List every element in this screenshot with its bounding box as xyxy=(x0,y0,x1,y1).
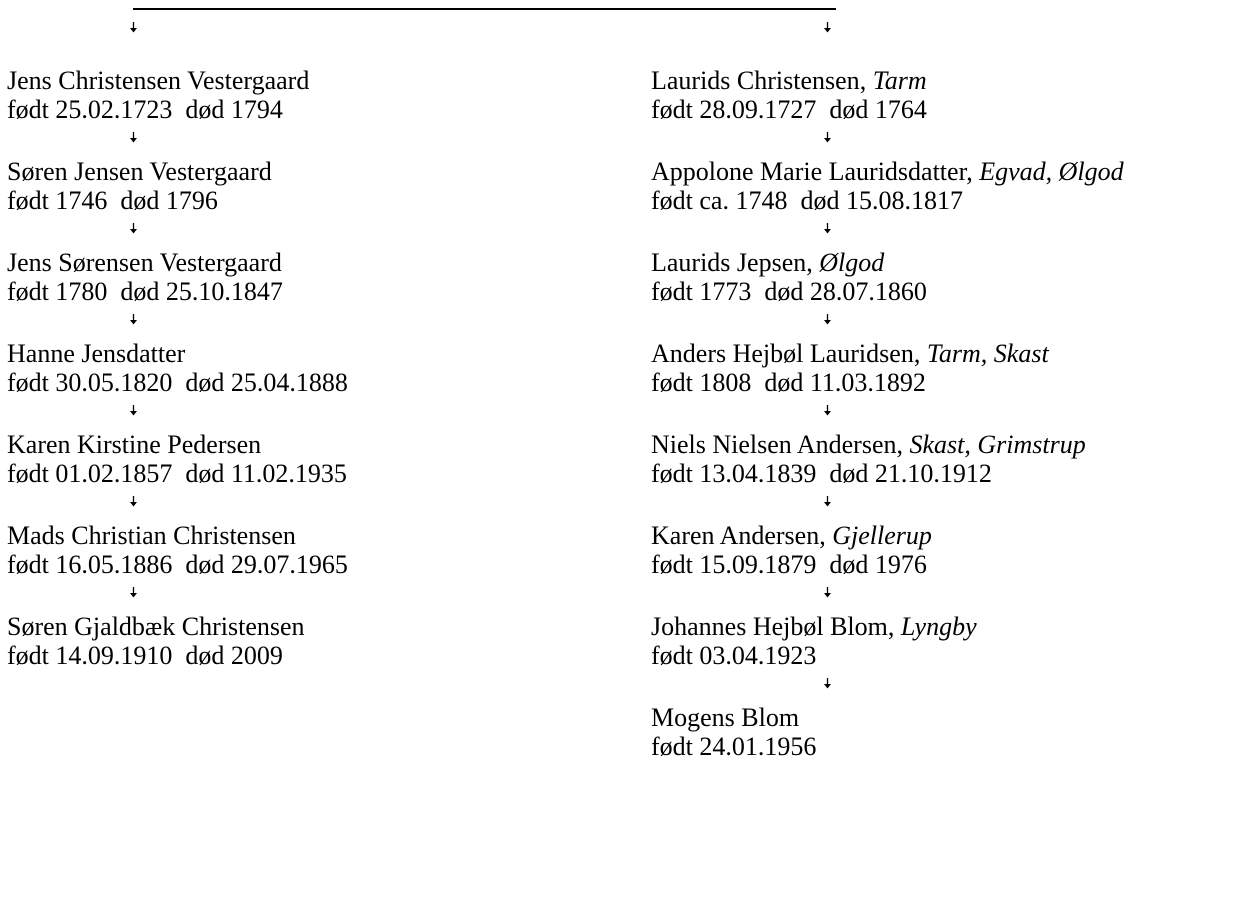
person-place: Ølgod xyxy=(819,248,885,277)
person-dates: født 24.01.1956 xyxy=(651,732,817,761)
person-entry xyxy=(7,248,348,339)
person-name: Laurids Christensen xyxy=(651,66,860,95)
person-name: Jens Sørensen Vestergaard xyxy=(7,248,282,277)
person-entry xyxy=(7,157,348,248)
person-name-line xyxy=(651,703,1124,732)
person-name: Søren Gjaldbæk Christensen xyxy=(7,612,305,641)
arrow-down-icon xyxy=(823,403,832,414)
arrow-down-icon xyxy=(823,22,832,33)
person-dates: født 1780 død 25.10.1847 xyxy=(7,277,283,306)
arrow-down-icon xyxy=(129,22,138,33)
person-entry xyxy=(651,66,1124,157)
place-separator: , xyxy=(913,339,927,368)
person-place: Tarm xyxy=(872,66,927,95)
place-separator: , xyxy=(896,430,910,459)
person-dates: født 16.05.1886 død 29.07.1965 xyxy=(7,550,348,579)
person-name-line xyxy=(651,339,1124,368)
arrow-down-icon xyxy=(129,585,138,596)
person-dates: født 13.04.1839 død 21.10.1912 xyxy=(651,459,992,488)
person-name: Mogens Blom xyxy=(651,703,800,732)
person-entry xyxy=(651,339,1124,430)
arrow-down-icon xyxy=(129,403,138,414)
person-entry xyxy=(651,703,1124,794)
place-separator: , xyxy=(966,157,980,186)
person-place: Gjellerup xyxy=(832,521,932,550)
place-separator: , xyxy=(859,66,873,95)
person-entry xyxy=(7,612,348,703)
arrow-down-icon xyxy=(129,494,138,505)
arrow-down-icon xyxy=(129,221,138,232)
person-name: Karen Andersen xyxy=(651,521,820,550)
person-name-line xyxy=(7,430,348,459)
person-name: Søren Jensen Vestergaard xyxy=(7,157,272,186)
person-dates: født 1808 død 11.03.1892 xyxy=(651,368,926,397)
person-dates: født 14.09.1910 død 2009 xyxy=(7,641,283,670)
person-name: Johannes Hejbøl Blom xyxy=(651,612,888,641)
person-place: Tarm, Skast xyxy=(926,339,1049,368)
person-name-line xyxy=(651,157,1124,186)
arrow-down-icon xyxy=(129,312,138,323)
person-name-line xyxy=(651,248,1124,277)
person-place: Egvad, Ølgod xyxy=(979,157,1124,186)
place-separator: , xyxy=(806,248,820,277)
person-entry xyxy=(7,521,348,612)
person-name-line xyxy=(7,157,348,186)
arrow-down-icon xyxy=(823,221,832,232)
person-entry xyxy=(7,339,348,430)
person-name-line xyxy=(651,612,1124,641)
person-dates: født ca. 1748 død 15.08.1817 xyxy=(651,186,963,215)
person-entry xyxy=(651,430,1124,521)
person-dates: født 1746 død 1796 xyxy=(7,186,218,215)
person-name-line xyxy=(651,521,1124,550)
person-entry xyxy=(651,157,1124,248)
arrow-down-icon xyxy=(823,585,832,596)
person-name: Laurids Jepsen xyxy=(651,248,807,277)
person-name-line xyxy=(7,248,348,277)
arrow-down-icon xyxy=(823,676,832,687)
person-name: Hanne Jensdatter xyxy=(7,339,186,368)
person-name-line xyxy=(7,612,348,641)
family-tree-connector-line xyxy=(133,8,836,10)
right-lineage-column xyxy=(651,66,1124,794)
person-name-line xyxy=(7,66,348,95)
person-entry xyxy=(7,66,348,157)
place-separator: , xyxy=(819,521,833,550)
person-name: Karen Kirstine Pedersen xyxy=(7,430,262,459)
person-entry xyxy=(651,612,1124,703)
person-entry xyxy=(651,521,1124,612)
person-dates: født 1773 død 28.07.1860 xyxy=(651,277,927,306)
person-dates: født 01.02.1857 død 11.02.1935 xyxy=(7,459,347,488)
person-dates: født 03.04.1923 xyxy=(651,641,817,670)
person-name-line xyxy=(7,339,348,368)
arrow-down-icon xyxy=(823,130,832,141)
person-dates: født 15.09.1879 død 1976 xyxy=(651,550,927,579)
person-name: Niels Nielsen Andersen xyxy=(651,430,897,459)
person-entry xyxy=(7,430,348,521)
person-dates: født 28.09.1727 død 1764 xyxy=(651,95,927,124)
person-name-line xyxy=(651,430,1124,459)
person-place: Lyngby xyxy=(900,612,977,641)
person-name: Anders Hejbøl Lauridsen xyxy=(651,339,914,368)
person-dates: født 25.02.1723 død 1794 xyxy=(7,95,283,124)
left-lineage-column xyxy=(7,66,348,703)
person-name: Appolone Marie Lauridsdatter xyxy=(651,157,967,186)
person-name: Jens Christensen Vestergaard xyxy=(7,66,310,95)
arrow-down-icon xyxy=(823,312,832,323)
person-dates: født 30.05.1820 død 25.04.1888 xyxy=(7,368,348,397)
person-place: Skast, Grimstrup xyxy=(909,430,1086,459)
place-separator: , xyxy=(887,612,901,641)
arrow-down-icon xyxy=(129,130,138,141)
arrow-down-icon xyxy=(823,494,832,505)
person-name-line xyxy=(7,521,348,550)
person-name: Mads Christian Christensen xyxy=(7,521,296,550)
person-entry xyxy=(651,248,1124,339)
person-name-line xyxy=(651,66,1124,95)
